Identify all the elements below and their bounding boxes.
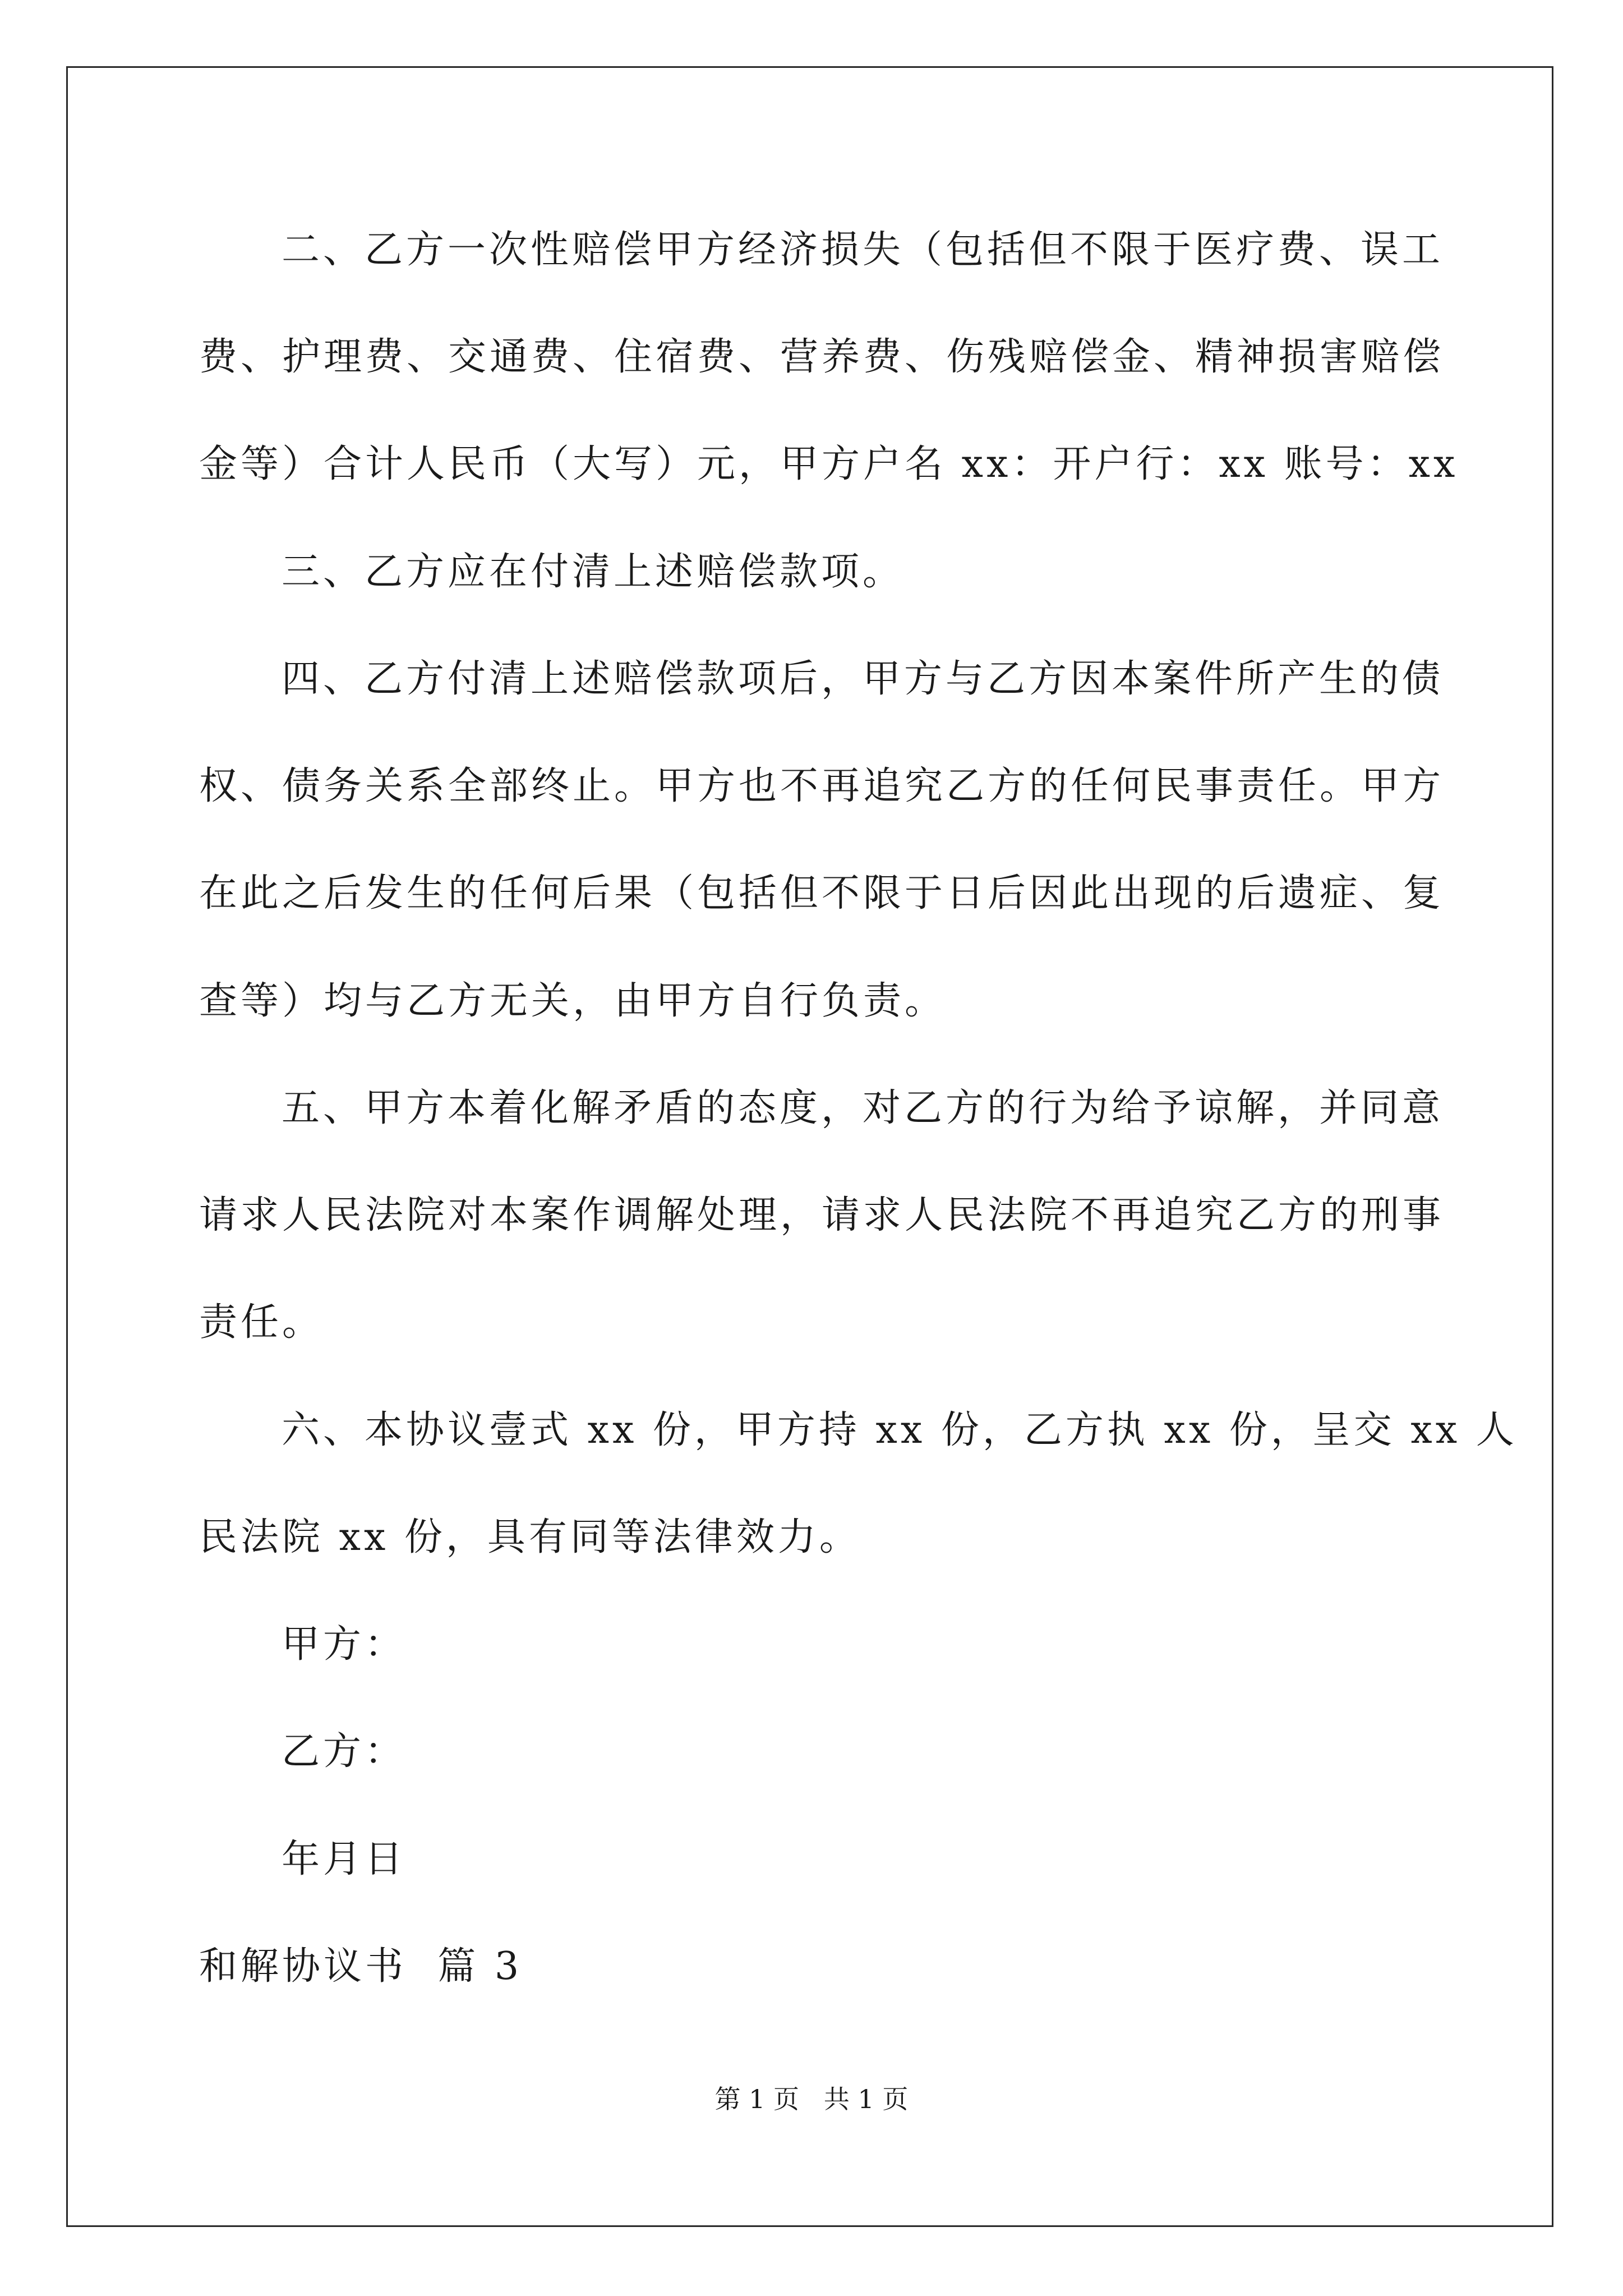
date-line: 年月日: [282, 1837, 407, 1881]
clause-3-line-1: 三、乙方应在付清上述赔偿款项。: [282, 550, 905, 594]
clause-5-line-3: 责任。: [199, 1300, 324, 1345]
party-b-signature: 乙方：: [282, 1729, 407, 1774]
clause-4-line-3: 在此之后发生的任何后果（包括但不限于日后因此出现的后遗症、复: [199, 871, 1445, 915]
page-border: [66, 66, 1553, 2227]
clause-2-line-2: 费、护理费、交通费、住宿费、营养费、伤残赔偿金、精神损害赔偿: [199, 335, 1445, 379]
clause-2-line-1: 二、乙方一次性赔偿甲方经济损失（包括但不限于医疗费、误工: [282, 228, 1444, 272]
clause-4-line-1: 四、乙方付清上述赔偿款项后，甲方与乙方因本案件所产生的债: [282, 657, 1444, 701]
section-heading: 和解协议书 篇 3: [199, 1944, 523, 1989]
clause-4-line-2: 权、债务关系全部终止。甲方也不再追究乙方的任何民事责任。甲方: [199, 764, 1445, 808]
party-a-signature: 甲方：: [282, 1622, 407, 1667]
clause-6-line-2: 民法院 xx 份，具有同等法律效力。: [199, 1515, 861, 1559]
clause-6-line-1: 六、本协议壹式 xx 份，甲方持 xx 份，乙方执 xx 份，呈交 xx 人: [282, 1408, 1518, 1452]
clause-5-line-1: 五、甲方本着化解矛盾的态度，对乙方的行为给予谅解，并同意: [282, 1086, 1444, 1130]
clause-2-line-3: 金等）合计人民币（大写）元，甲方户名 xx：开户行：xx 账号：xx: [199, 442, 1459, 486]
clause-4-line-4: 查等）均与乙方无关，由甲方自行负责。: [199, 979, 947, 1023]
clause-5-line-2: 请求人民法院对本案作调解处理，请求人民法院不再追究乙方的刑事: [199, 1193, 1445, 1237]
page-footer: 第 1 页 共 1 页: [714, 2084, 909, 2114]
